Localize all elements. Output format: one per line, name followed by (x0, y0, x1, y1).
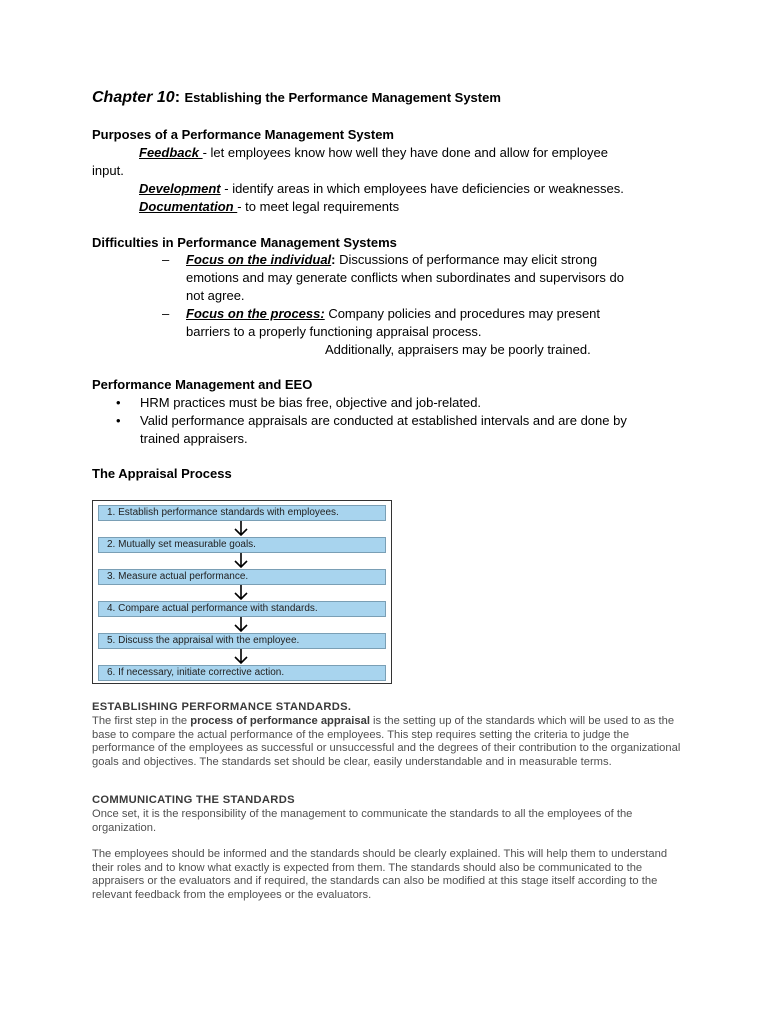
down-arrow-icon (233, 553, 249, 569)
step-3: 3. Measure actual performance. (98, 569, 386, 585)
step-6: 6. If necessary, initiate corrective action. (98, 665, 386, 681)
communicating-paragraph-1: Once set, it is the responsibility of the management to communicate the standards to all the employees of the organization. (92, 808, 633, 834)
dash-1: – (162, 252, 170, 267)
individual-line-1 (186, 251, 597, 269)
standards-heading: ESTABLISHING PERFORMANCE STANDARDS. (92, 701, 352, 713)
eeo-bullet-1: HRM practices must be bias free, objective and job-related. (140, 395, 482, 410)
chapter-label: Chapter 10 (92, 89, 175, 106)
eeo-heading: Performance Management and EEO (92, 377, 313, 392)
communicating-heading: COMMUNICATING THE STANDARDS (92, 794, 295, 806)
feedback-term: Feedback (139, 145, 203, 160)
individual-text-1: Discussions of performance may elicit strong (335, 252, 598, 267)
documentation-line (139, 198, 399, 216)
communicating-paragraph-2: The employees should be informed and the standards should be clearly explained. This will help them to understand their roles and to know what exactly is expected from them. The standards should also be communicated to the appraisers or the evaluators and if required, the standards can also be modified at this stage itself according to the relevant feedback from the employees or the evaluators. (92, 848, 668, 901)
difficulties-heading: Difficulties in Performance Management Systems (92, 235, 397, 250)
process-term: Focus on the process: (186, 306, 325, 321)
feedback-text: - let employees know how well they have done and allow for employee (202, 145, 608, 160)
step-2: 2. Mutually set measurable goals. (98, 537, 386, 553)
individual-colon: : (331, 252, 336, 267)
process-text-1: Company policies and procedures may present (324, 306, 601, 321)
development-text: - identify areas in which employees have deficiencies or weaknesses. (220, 181, 624, 196)
down-arrow-icon (233, 649, 249, 665)
chapter-heading (92, 88, 501, 108)
standards-text-b: is the setting up of the standards which will be used to as the base to compare the actual performance of the employees. This step requires setting the criteria to judge the performance of the employees as successful or unsuccessful and the degrees of their contribution to the organizational goals and objectives. The standards set should be clear, easily understandable and in measurable terms. (92, 715, 681, 768)
down-arrow-icon (233, 585, 249, 601)
development-line (139, 180, 624, 198)
documentation-text: - to meet legal requirements (237, 199, 400, 214)
feedback-continuation: input. (92, 163, 124, 178)
individual-term: Focus on the individual (186, 252, 332, 267)
purposes-heading: Purposes of a Performance Management System (92, 127, 394, 142)
dash-2: – (162, 306, 170, 321)
down-arrow-icon (233, 617, 249, 633)
documentation-term: Documentation (139, 199, 238, 214)
process-line-2: barriers to a properly functioning appraisal process. (186, 324, 482, 339)
eeo-bullet-2-line-2: trained appraisers. (140, 431, 248, 446)
process-line-1 (186, 305, 600, 323)
eeo-bullet-2-line-1: Valid performance appraisals are conducted at established intervals and are done by (140, 413, 627, 428)
step-5: 5. Discuss the appraisal with the employee. (98, 633, 386, 649)
step-1: 1. Establish performance standards with employees. (98, 505, 386, 521)
down-arrow-icon (233, 521, 249, 537)
individual-line-3: not agree. (186, 288, 245, 303)
standards-text-a: The first step in the (92, 715, 191, 727)
standards-bold-phrase: process of performance appraisal (190, 715, 370, 727)
bullet-1-marker: • (116, 395, 121, 410)
development-term: Development (139, 181, 221, 196)
individual-line-2: emotions and may generate conflicts when subordinates and supervisors do (186, 270, 624, 285)
process-line-3: Additionally, appraisers may be poorly trained. (325, 342, 591, 357)
chapter-title: Establishing the Performance Management System (184, 90, 501, 105)
step-4: 4. Compare actual performance with standards. (98, 601, 386, 617)
bullet-2-marker: • (116, 413, 121, 428)
standards-paragraph (92, 715, 682, 769)
feedback-line (139, 144, 608, 162)
appraisal-heading: The Appraisal Process (92, 466, 232, 481)
chapter-colon: : (174, 89, 181, 106)
appraisal-process-diagram (92, 500, 392, 684)
